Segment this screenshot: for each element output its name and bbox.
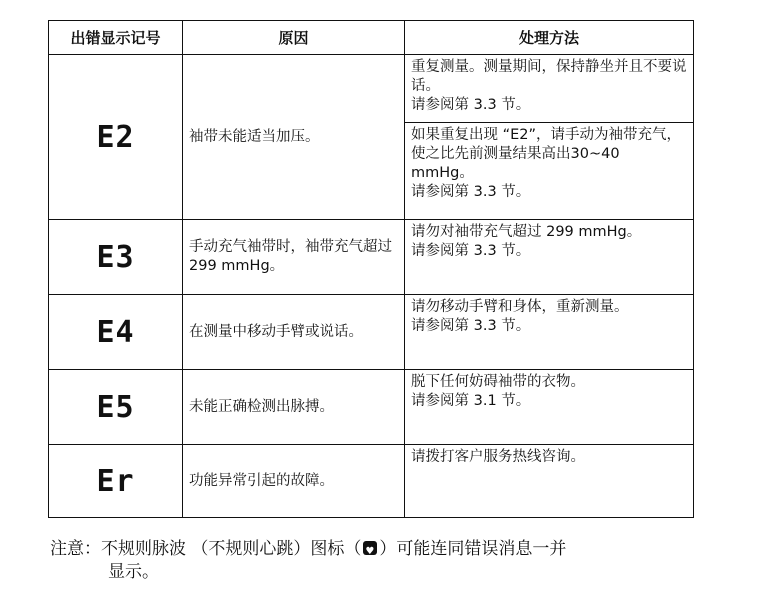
action-e5	[405, 370, 694, 445]
note-text-before: 不规则脉波 （不规则心跳）图标（	[101, 539, 362, 559]
note-label: 注意：	[50, 539, 101, 559]
table-row-e3	[49, 220, 694, 295]
note-line-2: 显示。	[108, 562, 159, 582]
error-code-e3: E3	[49, 220, 183, 295]
action-text: 重复测量。测量期间，保持静坐并且不要说话。	[411, 59, 687, 94]
header-cause: 原因	[183, 21, 405, 55]
action-text: 请拨打客户服务热线咨询。	[411, 449, 585, 465]
table-row-e4	[49, 295, 694, 370]
action-e2-2	[405, 123, 694, 220]
error-code-er: Er	[49, 445, 183, 518]
note-line-1	[50, 538, 740, 561]
error-code-e2: E2	[49, 55, 183, 220]
table-row-er	[49, 445, 694, 518]
action-e4	[405, 295, 694, 370]
header-row	[49, 21, 694, 55]
action-ref: 请参阅第 3.3 节。	[411, 318, 531, 334]
action-ref: 请参阅第 3.3 节。	[411, 97, 531, 113]
action-ref: 请参阅第 3.1 节。	[411, 393, 531, 409]
error-code-e5: E5	[49, 370, 183, 445]
note-text-after: ）可能连同错误消息一并	[379, 539, 567, 559]
cause-e4: 在测量中移动手臂或说话。	[183, 295, 405, 370]
action-text: 请勿对袖带充气超过 299 mmHg。	[411, 224, 642, 240]
action-text: 脱下任何妨碍袖带的衣物。	[411, 374, 585, 390]
cause-er: 功能异常引起的故障。	[183, 445, 405, 518]
action-ref: 请参阅第 3.3 节。	[411, 184, 531, 200]
error-code-e4: E4	[49, 295, 183, 370]
cause-e2: 袖带未能适当加压。	[183, 55, 405, 220]
action-ref: 请参阅第 3.3 节。	[411, 243, 531, 259]
header-action: 处理方法	[405, 21, 694, 55]
cause-e5: 未能正确检测出脉搏。	[183, 370, 405, 445]
header-code: 出错显示记号	[49, 21, 183, 55]
footnote	[50, 538, 740, 584]
irregular-heartbeat-icon	[363, 541, 377, 555]
action-e2-1	[405, 55, 694, 123]
action-text: 如果重复出现 “E2”，请手动为袖带充气，使之比先前测量结果高出30~40 mmHg。	[411, 127, 682, 181]
action-e3	[405, 220, 694, 295]
error-table	[48, 20, 694, 518]
table-row-e5	[49, 370, 694, 445]
table-row-e2-a	[49, 55, 694, 123]
action-er	[405, 445, 694, 518]
action-text: 请勿移动手臂和身体，重新测量。	[411, 299, 629, 315]
cause-e3: 手动充气袖带时，袖带充气超过 299 mmHg。	[183, 220, 405, 295]
